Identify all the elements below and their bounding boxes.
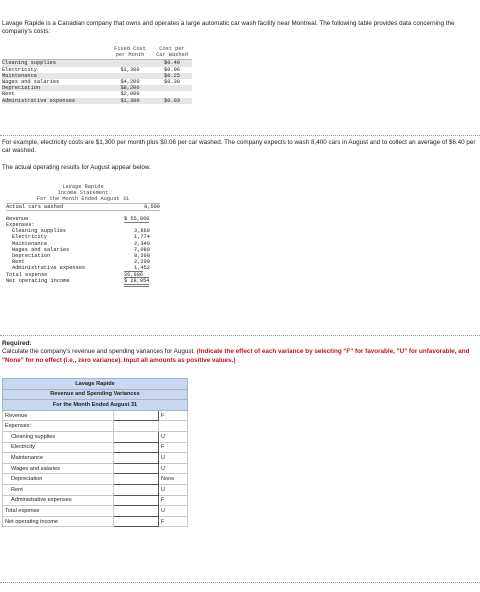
actual-cars-label: Actual cars washed bbox=[6, 203, 64, 210]
cost-label: Electricity bbox=[2, 66, 37, 73]
fixed-cost-header-1: Fixed Cost bbox=[114, 46, 146, 52]
cost-fixed: $1,300 bbox=[120, 66, 140, 73]
income-statement bbox=[6, 184, 160, 284]
net-income-label: Net operating income bbox=[6, 277, 70, 284]
statement-company: Lavage Rapide bbox=[62, 184, 104, 190]
variance-row bbox=[3, 516, 188, 527]
variance-row-label: Rent bbox=[3, 484, 114, 495]
net-income-value: $ 28,954 bbox=[124, 278, 160, 284]
variance-row bbox=[3, 431, 188, 442]
cost-label: Maintenance bbox=[2, 73, 108, 79]
variance-effect-select[interactable]: U bbox=[159, 431, 188, 442]
variance-effect-select[interactable]: U bbox=[159, 484, 188, 495]
cost-label: Rent bbox=[2, 91, 15, 98]
variance-amount-input[interactable] bbox=[114, 506, 159, 517]
required-section bbox=[2, 340, 476, 365]
cost-fixed: $8,200 bbox=[108, 85, 152, 91]
cost-per-car: $0.30 bbox=[164, 79, 180, 86]
variance-row bbox=[3, 506, 188, 517]
total-expense-label: Total expense bbox=[6, 271, 48, 278]
variance-effect-select[interactable]: F bbox=[159, 410, 188, 421]
variance-effect-select[interactable]: U bbox=[159, 506, 188, 517]
variance-amount-input[interactable] bbox=[114, 495, 159, 506]
required-text-wrap bbox=[2, 348, 476, 365]
variance-effect-select[interactable]: F bbox=[159, 495, 188, 506]
fixed-cost-header-2: per Month bbox=[115, 52, 145, 59]
expense-label: Maintenance bbox=[12, 240, 47, 247]
variance-row-label: Net operating income bbox=[3, 516, 114, 527]
variance-answer-table bbox=[2, 378, 188, 527]
per-car-header-2: Car Washed bbox=[156, 52, 188, 59]
variance-effect-empty bbox=[159, 421, 188, 432]
variance-amount-empty bbox=[114, 421, 159, 432]
per-car-header-1: Cost per bbox=[159, 46, 185, 52]
expense-label: Electricity bbox=[12, 234, 47, 241]
expense-value: 8,200 bbox=[134, 253, 150, 260]
variance-row-label: Wages and salaries bbox=[3, 463, 114, 474]
cost-label: Administrative expenses bbox=[2, 98, 108, 104]
revenue-label: Revenue bbox=[6, 215, 29, 222]
variance-amount-input[interactable] bbox=[114, 516, 159, 527]
variance-amount-input[interactable] bbox=[114, 484, 159, 495]
variance-row bbox=[3, 474, 188, 485]
variance-effect-select[interactable]: F bbox=[159, 516, 188, 527]
variance-effect-select[interactable]: U bbox=[159, 463, 188, 474]
variance-row-label: Total expense bbox=[3, 506, 114, 517]
total-expense-value: 26,906 bbox=[124, 271, 144, 278]
expense-value: 1,774 bbox=[134, 234, 150, 241]
expense-label: Rent bbox=[12, 259, 25, 266]
required-heading: Required: bbox=[2, 340, 32, 347]
variance-row bbox=[3, 421, 188, 432]
variance-effect-select[interactable]: U bbox=[159, 453, 188, 464]
variance-row-label: Maintenance bbox=[3, 453, 114, 464]
variance-row bbox=[3, 442, 188, 453]
expense-value: 3,860 bbox=[134, 228, 150, 235]
expense-label: Wages and salaries bbox=[12, 246, 70, 253]
expense-value: 2,200 bbox=[134, 259, 150, 266]
variance-row bbox=[3, 495, 188, 506]
required-text: Calculate the company's revenue and spending variances for August. bbox=[2, 348, 196, 356]
expense-label: Depreciation bbox=[12, 253, 51, 260]
variance-amount-input[interactable] bbox=[114, 453, 159, 464]
example-text: For example, electricity costs are $1,300 per month plus $0.06 per car washed. The company expects to wash 8,400 cars in August and to collect an average of $6.40 per car washed. bbox=[2, 139, 476, 155]
expense-label: Administrative expenses bbox=[12, 265, 86, 272]
expense-value: 2,340 bbox=[134, 240, 150, 247]
expenses-label: Expenses: bbox=[6, 222, 35, 229]
variance-row-label: Depreciation bbox=[3, 474, 114, 485]
variance-row-label: Electricity bbox=[3, 442, 114, 453]
variance-row-label: Administrative expenses bbox=[3, 495, 114, 506]
variance-title: Revenue and Spending Variances bbox=[3, 389, 188, 400]
variance-effect-select[interactable]: None bbox=[159, 474, 188, 485]
intro-text: Lavage Rapide is a Canadian company that owns and operates a large automatic car wash facility near Montreal. The following table provides data concerning the company's costs: bbox=[2, 20, 455, 36]
variance-row-label: Expenses: bbox=[3, 421, 114, 432]
variance-amount-input[interactable] bbox=[114, 474, 159, 485]
expense-value: 7,080 bbox=[134, 246, 150, 253]
statement-period: For the Month Ended August 31 bbox=[36, 196, 130, 203]
variance-amount-input[interactable] bbox=[114, 410, 159, 421]
cost-per-car: $0.03 bbox=[152, 98, 192, 104]
cost-table bbox=[2, 46, 192, 104]
variance-effect-select[interactable]: F bbox=[159, 442, 188, 453]
variance-row-label: Cleaning supplies bbox=[3, 431, 114, 442]
cost-label: Depreciation bbox=[2, 85, 108, 91]
cost-row bbox=[2, 98, 192, 104]
cost-label: Cleaning supplies bbox=[2, 60, 108, 66]
cost-label: Wages and salaries bbox=[2, 79, 60, 86]
variance-row bbox=[3, 410, 188, 421]
variance-row bbox=[3, 463, 188, 474]
required-instruction: (Indicate the effect of each variance by selecting "F" for favorable, "U" for unfavorable, and "None" for no effect (i.e., zero variance). Input all amounts as positive values.) bbox=[2, 348, 470, 364]
statement-name: Income Statement bbox=[57, 190, 109, 197]
expense-value: 1,452 bbox=[134, 265, 150, 272]
variance-row bbox=[3, 453, 188, 464]
cost-fixed: $2,000 bbox=[120, 91, 140, 98]
variance-row bbox=[3, 484, 188, 495]
revenue-value: $ 55,860 bbox=[124, 215, 150, 222]
actual-results-text: The actual operating results for August appear below. bbox=[2, 164, 151, 171]
variance-period: For the Month Ended August 31 bbox=[3, 400, 188, 411]
variance-amount-input[interactable] bbox=[114, 442, 159, 453]
expense-label: Cleaning supplies bbox=[12, 228, 67, 235]
variance-amount-input[interactable] bbox=[114, 431, 159, 442]
variance-company: Lavage Rapide bbox=[3, 379, 188, 390]
cost-per-car: $0.25 bbox=[152, 73, 192, 79]
cost-per-car: $0.06 bbox=[164, 66, 180, 73]
cost-fixed: $4,200 bbox=[120, 79, 140, 86]
cost-per-car: $0.40 bbox=[152, 60, 192, 66]
variance-row-label: Revenue bbox=[3, 410, 114, 421]
actual-cars-value: 8,500 bbox=[144, 203, 160, 210]
cost-fixed: $1,300 bbox=[108, 98, 152, 104]
variance-amount-input[interactable] bbox=[114, 463, 159, 474]
